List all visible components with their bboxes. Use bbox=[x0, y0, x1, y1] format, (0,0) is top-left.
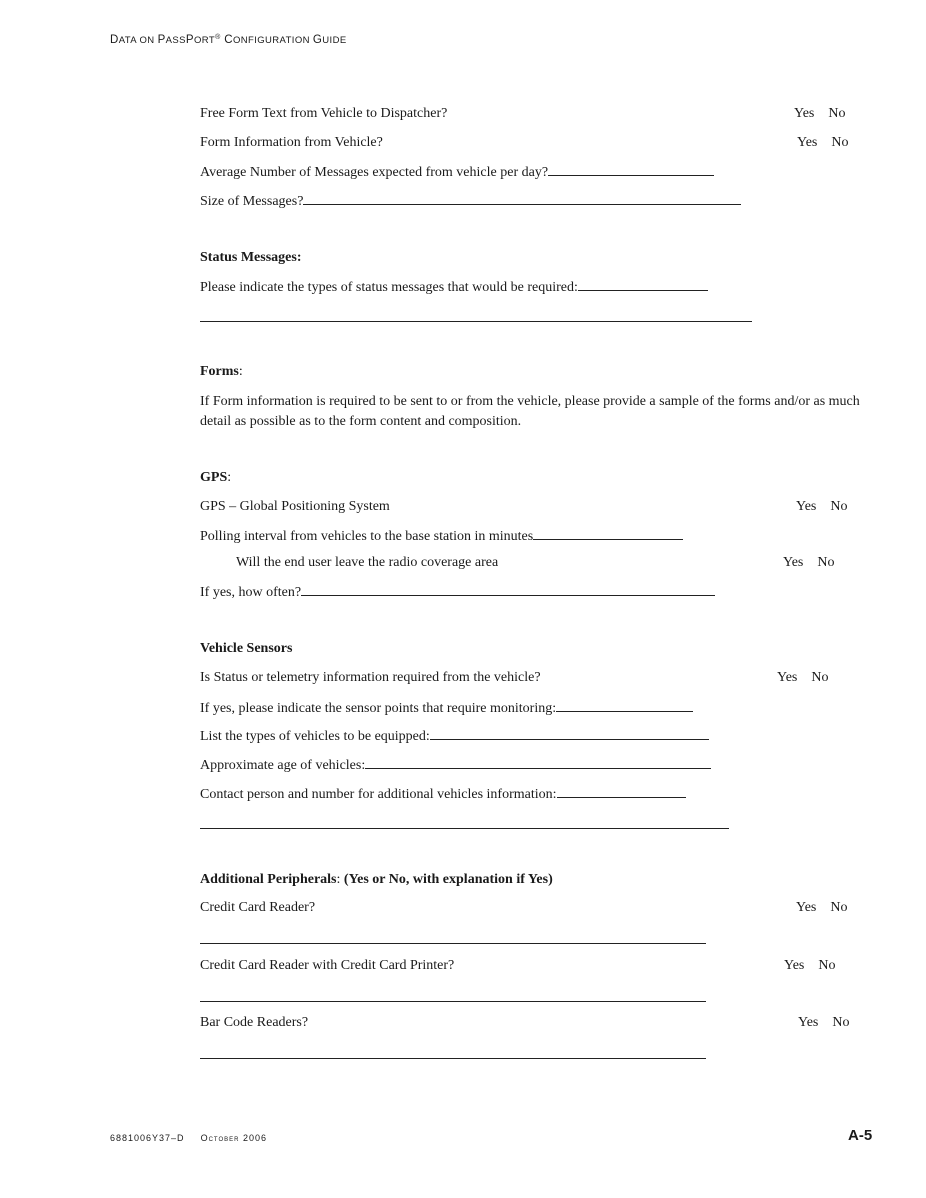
section-heading-gps: GPS: bbox=[200, 470, 232, 485]
question-credit-card-reader: Credit Card Reader? bbox=[200, 900, 316, 915]
answer-line[interactable] bbox=[556, 698, 693, 712]
answer-line[interactable] bbox=[301, 582, 715, 596]
question-polling-interval: Polling interval from vehicles to the base station in minutes bbox=[200, 526, 683, 546]
question-size-messages: Size of Messages? bbox=[200, 191, 741, 211]
yes-option[interactable]: Yes bbox=[796, 900, 817, 915]
page-number: A-5 bbox=[848, 1127, 873, 1144]
answer-line[interactable] bbox=[533, 526, 683, 540]
yes-option[interactable]: Yes bbox=[794, 106, 815, 121]
yes-option[interactable]: Yes bbox=[783, 555, 804, 570]
yes-no-form-info bbox=[797, 134, 849, 152]
no-option[interactable]: No bbox=[830, 499, 848, 514]
question-vehicle-age: Approximate age of vehicles: bbox=[200, 755, 711, 775]
no-option[interactable]: No bbox=[818, 958, 836, 973]
no-option[interactable]: No bbox=[831, 135, 849, 150]
no-option[interactable]: No bbox=[830, 900, 848, 915]
yes-no-gps bbox=[796, 498, 848, 516]
question-avg-messages: Average Number of Messages expected from vehicle per day? bbox=[200, 162, 714, 182]
running-header: DATA ON PASSPORT® CONFIGURATION GUIDE bbox=[110, 34, 347, 47]
yes-option[interactable]: Yes bbox=[797, 135, 818, 150]
question-bar-code-readers: Bar Code Readers? bbox=[200, 1015, 309, 1030]
yes-no-credit-card-reader bbox=[796, 899, 848, 917]
answer-line[interactable] bbox=[548, 162, 714, 176]
answer-line[interactable] bbox=[200, 1001, 706, 1002]
yes-no-telemetry bbox=[777, 669, 829, 687]
answer-line[interactable] bbox=[200, 943, 706, 944]
yes-option[interactable]: Yes bbox=[796, 499, 817, 514]
question-form-info: Form Information from Vehicle? bbox=[200, 135, 383, 150]
question-gps: GPS – Global Positioning System bbox=[200, 499, 390, 514]
question-credit-card-printer: Credit Card Reader with Credit Card Printer? bbox=[200, 958, 455, 973]
section-heading-forms: Forms: bbox=[200, 364, 243, 379]
answer-line[interactable] bbox=[303, 191, 741, 205]
yes-no-coverage bbox=[783, 554, 835, 572]
no-option[interactable]: No bbox=[817, 555, 835, 570]
yes-no-bar-code-readers bbox=[798, 1014, 850, 1032]
question-telemetry: Is Status or telemetry information required from the vehicle? bbox=[200, 670, 541, 685]
answer-line[interactable] bbox=[365, 755, 711, 769]
answer-line[interactable] bbox=[200, 1058, 706, 1059]
section-heading-status: Status Messages: bbox=[200, 250, 302, 265]
answer-line[interactable] bbox=[200, 828, 729, 829]
question-contact-person: Contact person and number for additional vehicles information: bbox=[200, 784, 686, 804]
section-heading-sensors: Vehicle Sensors bbox=[200, 641, 293, 656]
no-option[interactable]: No bbox=[832, 1015, 850, 1030]
yes-no-free-form bbox=[794, 105, 846, 123]
section-heading-peripherals: Additional Peripherals: (Yes or No, with explanation if Yes) bbox=[200, 872, 553, 887]
no-option[interactable]: No bbox=[828, 106, 846, 121]
question-coverage-area: Will the end user leave the radio coverage area bbox=[236, 555, 499, 570]
answer-line[interactable] bbox=[578, 277, 708, 291]
answer-line[interactable] bbox=[557, 784, 686, 798]
question-vehicle-types: List the types of vehicles to be equipped: bbox=[200, 726, 709, 746]
question-how-often: If yes, how often? bbox=[200, 582, 715, 602]
forms-instructions: If Form information is required to be sent to or from the vehicle, please provide a sample of the forms and/or as much detail as possible as to the form content and composition. bbox=[200, 394, 860, 429]
footer-doc-info: 6881006Y37–D October 2006 bbox=[110, 1133, 267, 1143]
question-sensor-points: If yes, please indicate the sensor points that require monitoring: bbox=[200, 698, 693, 718]
answer-line[interactable] bbox=[200, 321, 752, 322]
yes-no-credit-card-printer bbox=[784, 957, 836, 975]
question-free-form: Free Form Text from Vehicle to Dispatcher? bbox=[200, 106, 448, 121]
question-status-types: Please indicate the types of status messages that would be required: bbox=[200, 277, 708, 297]
yes-option[interactable]: Yes bbox=[798, 1015, 819, 1030]
no-option[interactable]: No bbox=[811, 670, 829, 685]
answer-line[interactable] bbox=[430, 726, 709, 740]
yes-option[interactable]: Yes bbox=[777, 670, 798, 685]
yes-option[interactable]: Yes bbox=[784, 958, 805, 973]
